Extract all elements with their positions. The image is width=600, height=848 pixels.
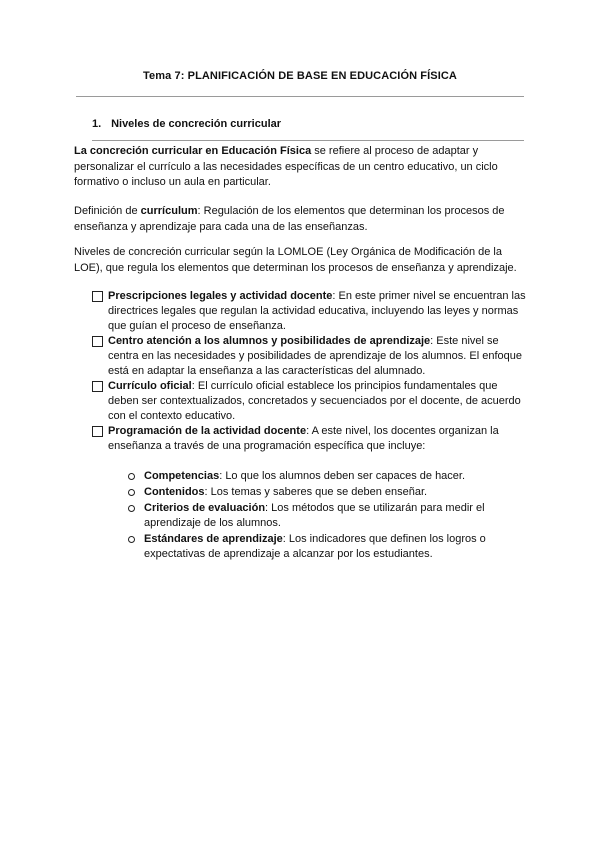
definition-prefix: Definición de xyxy=(74,205,141,217)
level-text: : En este primer nivel se encuentran las directrices legales que regulan la actividad educativa, incluyendo las leyes y normas que guían el proceso de enseñanza. xyxy=(108,290,526,332)
level-text: : El currículo oficial establece los principios fundamentales que deben ser contextualizados, concretados y secuenciados por el docente, de acuerdo con el contexto educativo. xyxy=(108,380,521,422)
intro-text: se refiere al proceso de adaptar y personalizar el currículo a las necesidades específicas de un centro educativo, un ciclo formativo o incluso un aula en particular. xyxy=(74,145,498,188)
intro-bold: La concreción curricular en Educación Física xyxy=(74,145,312,157)
level-title: Programación de la actividad docente xyxy=(108,425,307,437)
definition-term: currículum xyxy=(140,205,198,217)
section-title: Niveles de concreción curricular xyxy=(111,118,282,130)
component-title: Contenidos xyxy=(144,486,205,498)
circle-bullet-icon xyxy=(128,505,135,512)
title-divider xyxy=(76,96,524,97)
section-divider xyxy=(92,140,524,141)
checklist-item xyxy=(90,334,526,379)
levels-intro-paragraph: Niveles de concreción curricular según la LOMLOE (Ley Orgánica de Modificación de la LOE), que regula los elementos que determinan los procesos de enseñanza y aprendizaje. xyxy=(74,246,517,274)
circle-bullet-icon xyxy=(128,536,135,543)
checkbox-icon[interactable] xyxy=(92,291,103,302)
checkbox-icon[interactable] xyxy=(92,426,103,437)
component-text: : Los temas y saberes que se deben enseñar. xyxy=(204,486,428,498)
definition-text: : Regulación de los elementos que determinan los procesos de enseñanza y aprendizaje para cada una de las enseñanzas. xyxy=(74,205,505,233)
component-text: : Lo que los alumnos deben ser capaces de hacer. xyxy=(219,470,466,482)
level-title: Currículo oficial xyxy=(108,380,192,392)
levels-checklist xyxy=(90,289,526,454)
checklist-item xyxy=(90,379,526,424)
level-text: : Este nivel se centra en las necesidades y posibilidades de aprendizaje de los alumnos. El enfoque está en adaptar la enseñanza a las características del alumnado. xyxy=(108,335,522,377)
circle-bullet-icon xyxy=(128,489,135,496)
page-title: Tema 7: PLANIFICACIÓN DE BASE EN EDUCACIÓN FÍSICA xyxy=(143,70,457,82)
section-number: 1. xyxy=(92,118,102,130)
intro-paragraph xyxy=(74,144,528,191)
checkbox-icon[interactable] xyxy=(92,381,103,392)
component-title: Competencias xyxy=(144,470,220,482)
level-title: Prescripciones legales y actividad docente xyxy=(108,290,333,302)
circle-bullet-icon xyxy=(128,473,135,480)
definition-paragraph xyxy=(74,204,528,235)
component-title: Estándares de aprendizaje xyxy=(144,533,283,545)
list-item xyxy=(126,485,524,500)
list-item xyxy=(126,469,524,484)
checklist-item xyxy=(90,424,526,454)
checkbox-icon[interactable] xyxy=(92,336,103,347)
list-item xyxy=(126,532,524,562)
list-item xyxy=(126,501,524,531)
level-title: Centro atención a los alumnos y posibilidades de aprendizaje xyxy=(108,335,431,347)
component-title: Criterios de evaluación xyxy=(144,502,266,514)
components-list xyxy=(126,469,524,563)
component-text: : Los indicadores que definen los logros o expectativas de aprendizaje a alcanzar por los estudiantes. xyxy=(144,533,486,560)
component-text: : Los métodos que se utilizarán para medir el aprendizaje de los alumnos. xyxy=(144,502,485,529)
checklist-item xyxy=(90,289,526,334)
level-text: : A este nivel, los docentes organizan la enseñanza a través de una programación específica que incluye: xyxy=(108,425,499,452)
section-heading xyxy=(92,118,281,130)
